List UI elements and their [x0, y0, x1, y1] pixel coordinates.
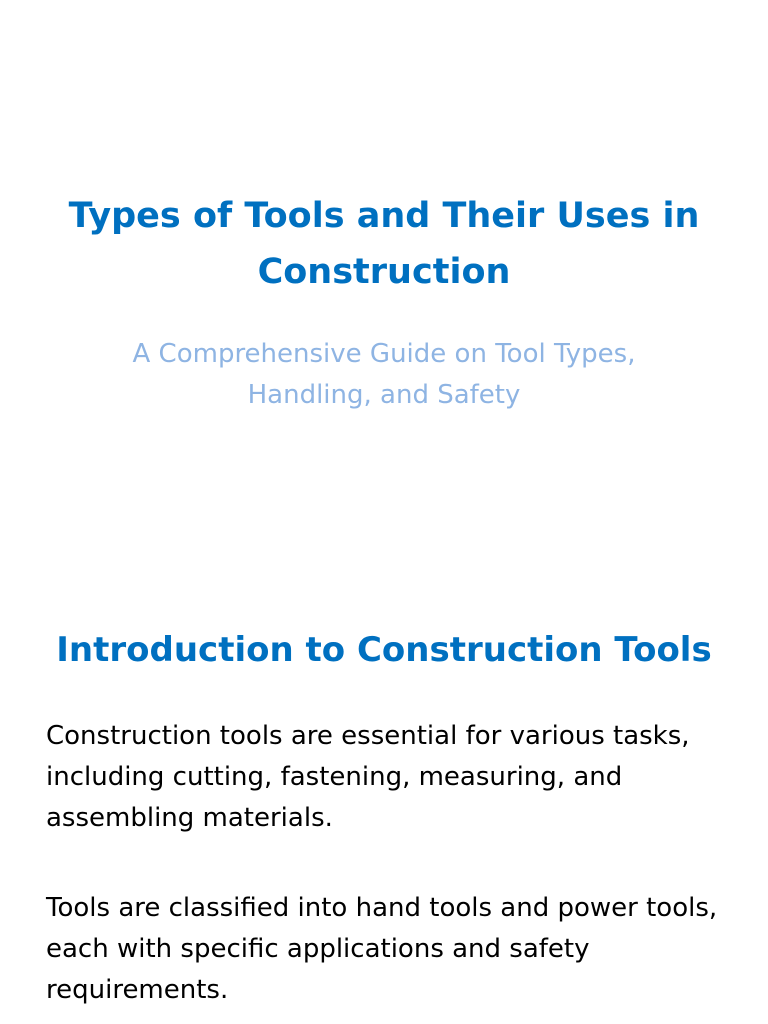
body-paragraph-1: Construction tools are essential for various tasks, including cutting, fastening, measuring, and assembling materials. — [46, 721, 690, 833]
presentation-subtitle: A Comprehensive Guide on Tool Types, Handling, and Safety — [132, 339, 636, 410]
presentation-title: Types of Tools and Their Uses in Construction — [68, 196, 700, 292]
slide-heading: Introduction to Construction Tools — [56, 630, 712, 670]
body-paragraph-2: Tools are classified into hand tools and power tools, each with specific applications and safety requirements. — [46, 893, 718, 1005]
introduction-slide — [0, 576, 768, 1024]
